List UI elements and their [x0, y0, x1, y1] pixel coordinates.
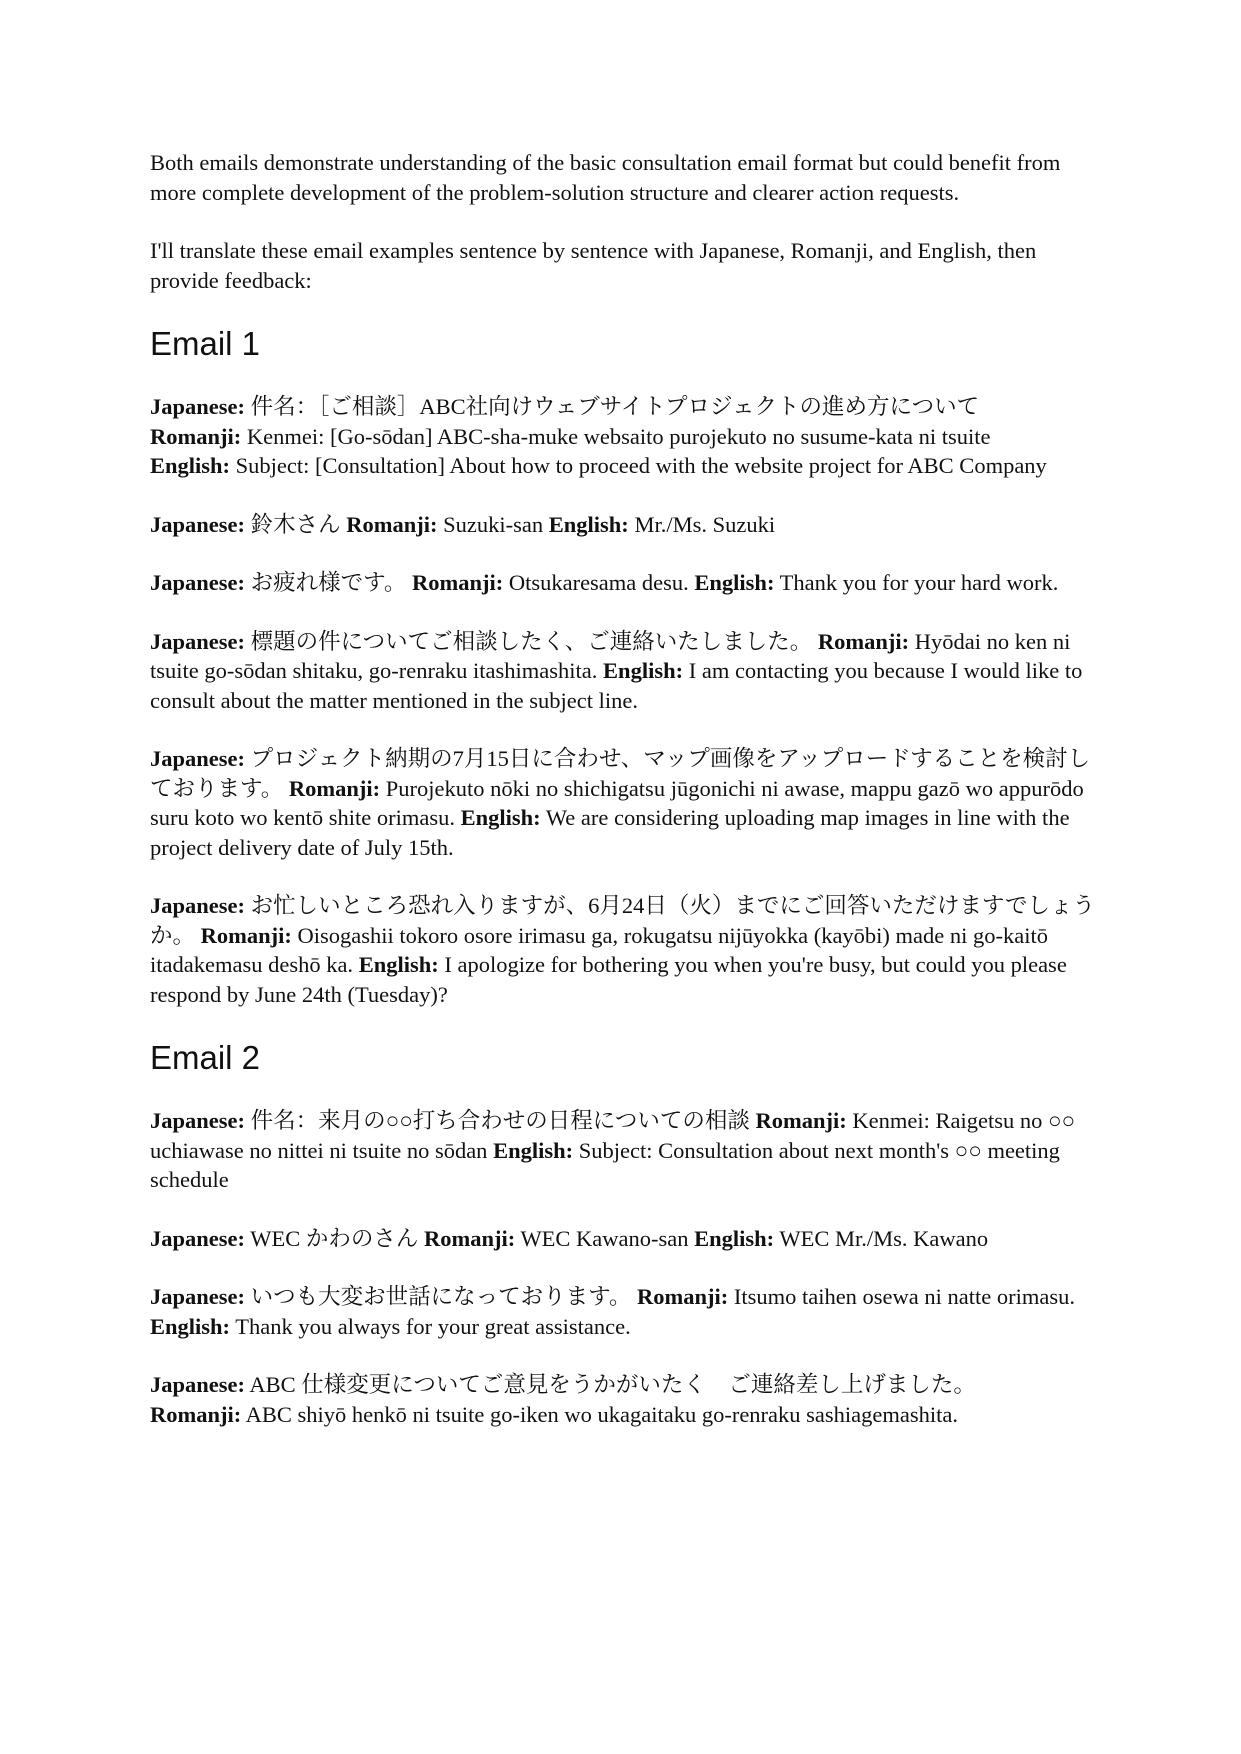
romanji-text: Hyōdai no ken ni tsuite go-sōdan shitaku, go-renraku itashimashita.: [150, 628, 1071, 683]
japanese-text: 件名：来月の○○打ち合わせの日程についての相談: [250, 1108, 750, 1133]
email-1-heading: Email 1: [150, 325, 261, 362]
japanese-line: [150, 392, 1100, 422]
english-text: Subject: Consultation about next month's ○○ meeting schedule: [150, 1137, 1060, 1192]
english-label: English:: [603, 658, 684, 683]
english-text: WEC Mr./Ms. Kawano: [779, 1225, 989, 1251]
english-label: English:: [150, 453, 231, 478]
romanji-text: Purojekuto nōki no shichigatsu jūgonichi ni awase, mappu gazō wo appurōdo suru koto wo kentō shite orimasu.: [150, 775, 1084, 830]
romanji-label: Romanji:: [150, 1401, 242, 1427]
english-label: English:: [358, 952, 439, 977]
japanese-line: [150, 1370, 1100, 1400]
email-1-entry-greeting-name: [150, 510, 1100, 540]
email-1-entry-purpose: [150, 627, 1100, 716]
japanese-label: Japanese:: [150, 1372, 245, 1397]
romanji-text: Kenmei: [Go-sōdan] ABC-sha-muke websaito purojekuto no susume-kata ni tsuite: [246, 423, 991, 449]
romanji-line: [150, 1400, 1100, 1430]
email-1-entry-deadline-context: [150, 744, 1100, 862]
romanji-label: Romanji:: [150, 423, 242, 449]
english-text: Thank you for your hard work.: [779, 570, 1059, 595]
english-text: Subject: [Consultation] About how to proceed with the website project for ABC Company: [235, 453, 1047, 478]
english-text: Thank you always for your great assistance.: [235, 1313, 631, 1339]
email-2-entry-purpose: [150, 1370, 1100, 1429]
intro-paragraph-1: Both emails demonstrate understanding of the basic consultation email format but could benefit from more complete development of the problem-solution structure and clearer action requests.: [150, 150, 1061, 205]
english-label: English:: [150, 1313, 231, 1339]
japanese-label: Japanese:: [150, 893, 245, 918]
japanese-label: Japanese:: [150, 1108, 245, 1133]
romanji-label: Romanji:: [200, 922, 292, 948]
romanji-label: Romanji:: [288, 775, 381, 801]
japanese-label: Japanese:: [150, 628, 245, 654]
japanese-label: Japanese:: [150, 570, 245, 595]
english-label: English:: [694, 570, 775, 595]
romanji-line: [150, 422, 1100, 452]
email-1-entry-otsukaresama: [150, 568, 1100, 598]
romanji-label: Romanji:: [411, 570, 504, 595]
romanji-text: Itsumo taihen osewa ni natte orimasu.: [733, 1284, 1075, 1309]
romanji-text: Suzuki-san: [443, 511, 544, 537]
romanji-label: Romanji:: [346, 511, 438, 537]
english-text: We are considering uploading map images in line with the project delivery date of July 15th.: [150, 805, 1070, 860]
japanese-label: Japanese:: [150, 746, 245, 771]
email-2-entry-subject: [150, 1106, 1100, 1195]
email-2-entry-greeting-name: [150, 1224, 1100, 1254]
japanese-text: 件名：［ご相談］ABC社向けウェブサイトプロジェクトの進め方について: [250, 394, 980, 419]
romanji-label: Romanji:: [636, 1284, 729, 1309]
email-2-heading: Email 2: [150, 1039, 261, 1076]
english-label: English:: [548, 511, 629, 537]
romanji-text: WEC Kawano-san: [520, 1225, 689, 1251]
romanji-label: Romanji:: [817, 628, 910, 654]
japanese-label: Japanese:: [150, 511, 245, 537]
japanese-label: Japanese:: [150, 1225, 245, 1251]
japanese-label: Japanese:: [150, 394, 245, 419]
japanese-text: お忙しいところ恐れ入りますが、6月24日（火）までにご回答いただけますでしょうか。: [150, 893, 1096, 948]
romanji-text: ABC shiyō henkō ni tsuite go-iken wo ukagaitaku go-renraku sashiagemashita.: [245, 1401, 958, 1427]
english-label: English:: [694, 1225, 775, 1251]
english-text: Mr./Ms. Suzuki: [634, 511, 776, 537]
japanese-label: Japanese:: [150, 1284, 245, 1309]
japanese-text: WEC かわのさん: [250, 1225, 419, 1251]
email-1-entry-subject: [150, 392, 1100, 481]
romanji-text: Otsukaresama desu.: [508, 570, 689, 595]
japanese-text: いつも大変お世話になっております。: [250, 1284, 632, 1309]
english-label: English:: [460, 805, 541, 830]
english-text: I am contacting you because I would like to consult about the matter mentioned in the subject line.: [150, 658, 1083, 713]
romanji-text: Oisogashii tokoro osore irimasu ga, rokugatsu nijūyokka (kayōbi) made ni go-kaitō itadakemasu deshō ka.: [150, 922, 1049, 977]
romanji-label: Romanji:: [423, 1225, 516, 1251]
japanese-text: 標題の件についてご相談したく、ご連絡いたしました。: [250, 628, 813, 654]
japanese-text: 鈴木さん: [250, 511, 341, 537]
romanji-text: Kenmei: Raigetsu no ○○ uchiawase no nittei ni tsuite no sōdan: [150, 1108, 1076, 1163]
japanese-text: お疲れ様です。: [250, 570, 407, 595]
japanese-text: プロジェクト納期の7月15日に合わせ、マップ画像をアップロードすることを検討しております。: [150, 746, 1091, 801]
document-page: [150, 148, 1100, 1458]
japanese-text: ABC 仕様変更についてご意見をうかがいたく ご連絡差し上げました。: [249, 1372, 976, 1397]
english-label: English:: [493, 1137, 574, 1163]
email-2-entry-osewa: [150, 1282, 1100, 1341]
english-text: I apologize for bothering you when you're busy, but could you please respond by June 24th (Tuesday)?: [150, 952, 1067, 1007]
intro-paragraph-2: I'll translate these email examples sentence by sentence with Japanese, Romanji, and English, then provide feedback:: [150, 238, 1037, 293]
email-1-entry-request: [150, 891, 1100, 1009]
romanji-label: Romanji:: [755, 1108, 847, 1133]
english-line: [150, 451, 1100, 481]
